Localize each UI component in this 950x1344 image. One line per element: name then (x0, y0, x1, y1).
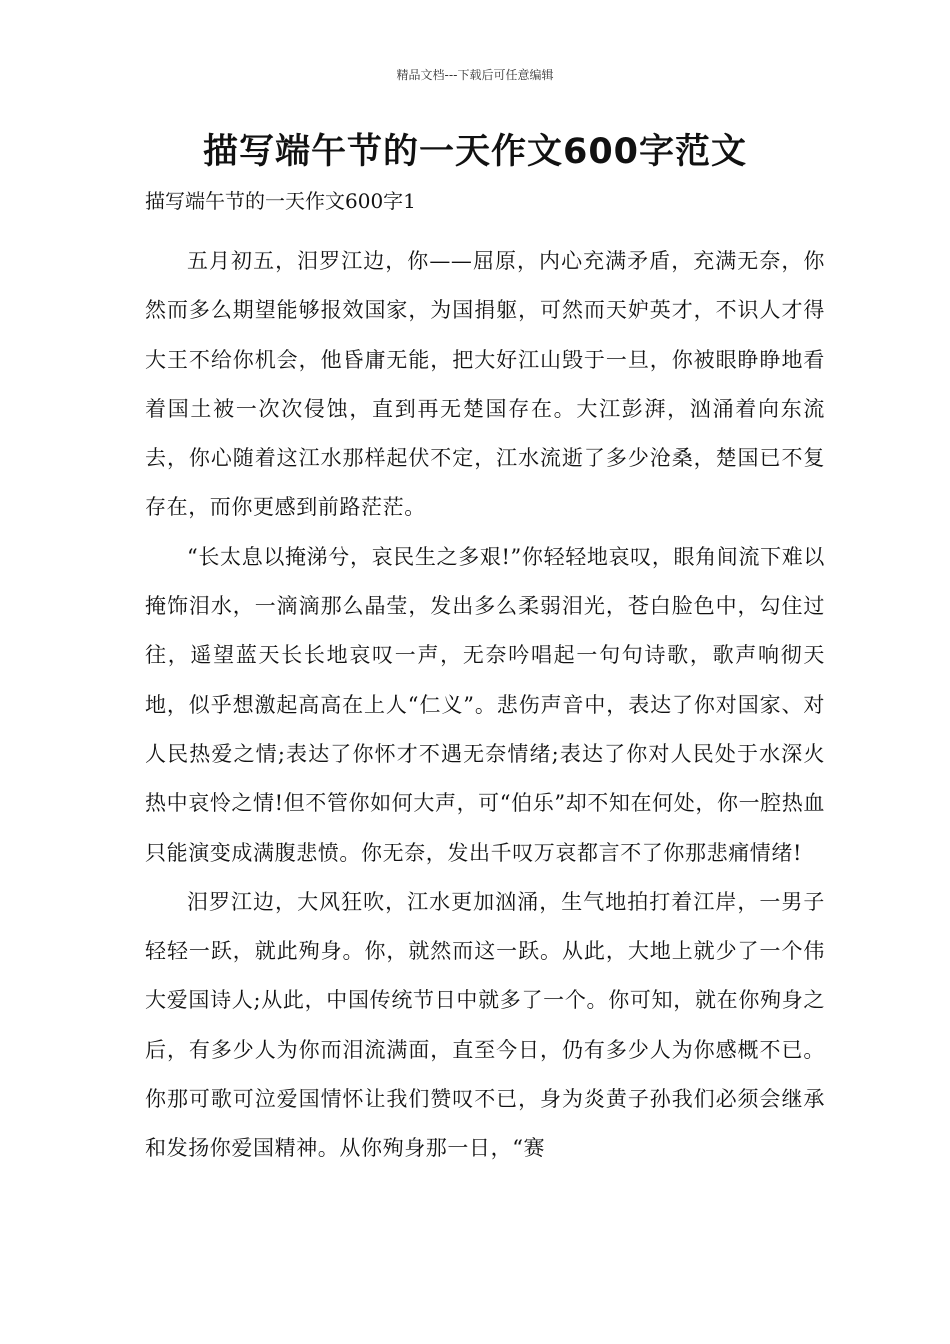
paragraph-2: “长太息以掩涕兮，哀民生之多艰!”你轻轻地哀叹，眼角间流下难以掩饰泪水，一滴滴那么晶莹，发出多么柔弱泪光，苍白脸色中，勾住过往，遥望蓝天长长地哀叹一声，无奈吟唱起一句句诗歌，歌声响彻天地，似乎想激起高高在上人“仁义”。悲伤声音中，表达了你对国家、对人民热爱之情;表达了你怀才不遇无奈情绪;表达了你对人民处于水深火热中哀怜之情!但不管你如何大声，可“伯乐”却不知在何处，你一腔热血只能演变成满腹悲愤。你无奈，发出千叹万哀都言不了你那悲痛情绪! (145, 544, 825, 865)
document-title: 描写端午节的一天作文600字范文 (202, 132, 748, 172)
paragraph-3: 汨罗江边，大风狂吹，江水更加汹涌，生气地拍打着江岸，一男子轻轻一跃，就此殉身。你，就然而这一跃。从此，大地上就少了一个伟大爱国诗人;从此，中国传统节日中就多了一个。你可知，就在你殉身之后，有多少人为你而泪流满面，直至今日，仍有多少人为你感概不已。你那可歌可泣爱国情怀让我们赞叹不已，身为炎黄子孙我们必须会继承和发扬你爱国精神。从你殉身那一日，“赛 (145, 889, 825, 1161)
header-note: 精品文档---下载后可任意编辑 (396, 68, 554, 82)
document-subtitle: 描写端午节的一天作文600字1 (145, 189, 416, 213)
document-body (145, 237, 825, 1174)
paragraph-1: 五月初五，汨罗江边，你——屈原，内心充满矛盾，充满无奈，你然而多么期望能够报效国家，为国捐躯，可然而天妒英才，不识人才得大王不给你机会，他昏庸无能，把大好江山毁于一旦，你被眼睁睁地看着国土被一次次侵蚀，直到再无楚国存在。大江彭湃，汹涌着向东流去，你心随着这江水那样起伏不定，江水流逝了多少沧桑，楚国已不复存在，而你更感到前路茫茫。 (145, 249, 825, 520)
